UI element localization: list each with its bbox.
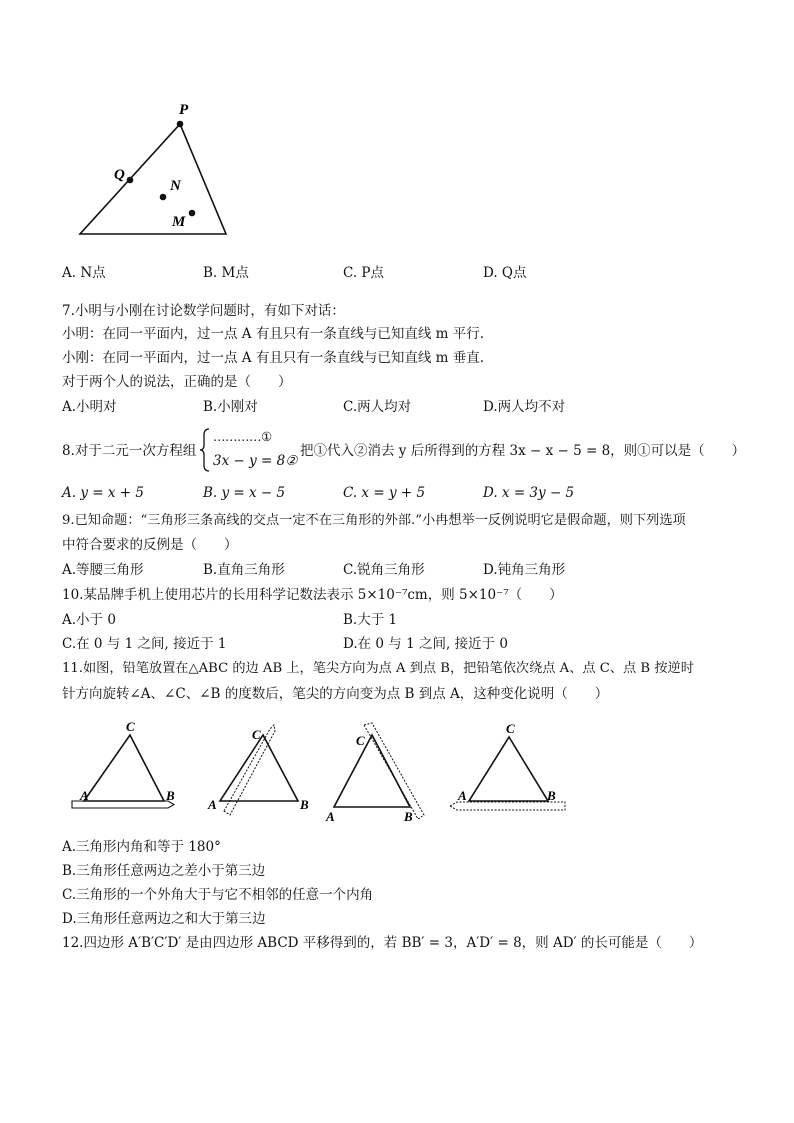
svg-text:A: A bbox=[326, 809, 335, 824]
q6-option-c[interactable]: C. P点 bbox=[343, 265, 385, 281]
q7-option-b[interactable]: B.小刚对 bbox=[203, 399, 258, 415]
q7-option-c[interactable]: C.两人均对 bbox=[343, 399, 412, 415]
q10-option-d[interactable]: D.在 0 与 1 之间, 接近于 0 bbox=[343, 636, 508, 652]
q9-line1: 9.已知命题：“三角形三条高线的交点一定不在三角形的外部.”小冉想举一反例说明它是假命题，则下列选项 bbox=[62, 513, 686, 528]
q8-eq2: 3x − y = 8② bbox=[213, 453, 298, 469]
q9-line2: 中符合要求的反例是（ ） bbox=[62, 537, 238, 553]
label-q: Q bbox=[114, 167, 125, 183]
triangle-shape bbox=[80, 124, 226, 234]
svg-text:A: A bbox=[80, 788, 89, 803]
q8-option-c[interactable]: C. x = y + 5 bbox=[343, 485, 426, 501]
q7-line2: 小刚：在同一平面内，过一点 A 有且只有一条直线与已知直线 m 垂直. bbox=[62, 350, 485, 366]
svg-text:C: C bbox=[252, 727, 261, 742]
q7-option-a[interactable]: A.小明对 bbox=[62, 399, 117, 415]
q11-figure-3 bbox=[325, 723, 424, 824]
svg-text:C: C bbox=[356, 733, 365, 748]
q8-prefix: 8.对于二元一次方程组 bbox=[62, 443, 197, 459]
q7-line1: 小明：在同一平面内，过一点 A 有且只有一条直线与已知直线 m 平行. bbox=[62, 326, 485, 342]
svg-text:A: A bbox=[208, 797, 217, 812]
point-m bbox=[189, 210, 196, 217]
q9-option-c[interactable]: C.锐角三角形 bbox=[343, 562, 425, 578]
svg-text:B: B bbox=[300, 797, 309, 812]
q10-stem: 10.某品牌手机上使用芯片的长用科学记数法表示 5×10⁻⁷cm，则 5×10⁻⁷（ ） bbox=[62, 587, 563, 603]
point-n bbox=[160, 194, 167, 201]
q8-option-b[interactable]: B. y = x − 5 bbox=[203, 485, 286, 501]
q10-option-a[interactable]: A.小于 0 bbox=[62, 612, 116, 628]
q9-option-b[interactable]: B.直角三角形 bbox=[203, 562, 285, 578]
svg-text:C: C bbox=[506, 721, 515, 736]
q11-option-c[interactable]: C.三角形的一个外角大于与它不相邻的任意一个内角 bbox=[62, 887, 374, 903]
q11-line2: 针方向旋转∠A、∠C、∠B 的度数后，笔尖的方向变为点 B 到点 A，这种变化说明（ ） bbox=[62, 686, 609, 702]
q11-pencil-rotation-figures bbox=[60, 715, 580, 830]
q9-option-a[interactable]: A.等腰三角形 bbox=[62, 562, 144, 578]
point-p bbox=[177, 121, 184, 128]
q10-option-b[interactable]: B.大于 1 bbox=[343, 612, 398, 628]
q11-option-b[interactable]: B.三角形任意两边之差小于第三边 bbox=[62, 863, 266, 879]
label-m: M bbox=[172, 214, 186, 230]
q11-option-a[interactable]: A.三角形内角和等于 180° bbox=[62, 839, 221, 855]
q10-option-c[interactable]: C.在 0 与 1 之间, 接近于 1 bbox=[62, 636, 227, 652]
svg-text:B: B bbox=[547, 788, 556, 803]
q6-option-b[interactable]: B. M点 bbox=[203, 265, 249, 281]
point-q bbox=[127, 177, 134, 184]
q7-stem: 7.小明与小刚在讨论数学问题时，有如下对话： bbox=[62, 303, 345, 319]
q12-stem: 12.四边形 A′B′C′D′ 是由四边形 ABCD 平移得到的，若 BB′ = 3，A′D′ = 8，则 AD′ 的长可能是（ ） bbox=[62, 935, 703, 951]
q6-option-d[interactable]: D. Q点 bbox=[483, 265, 527, 281]
q7-line3: 对于两个人的说法，正确的是（ ） bbox=[62, 374, 292, 390]
q11-line1: 11.如图，铅笔放置在△ABC 的边 AB 上，笔尖方向为点 A 到点 B，把铅笔依次绕点 A、点 C、点 B 按逆时 bbox=[62, 661, 694, 676]
q11-figure-1 bbox=[72, 719, 175, 808]
label-p: P bbox=[179, 102, 189, 118]
q11-figure-4 bbox=[450, 721, 565, 810]
q6-triangle-figure bbox=[60, 92, 260, 252]
svg-text:A: A bbox=[458, 788, 467, 803]
svg-text:B: B bbox=[166, 788, 175, 803]
q9-option-d[interactable]: D.钝角三角形 bbox=[483, 562, 566, 578]
q8-brace bbox=[199, 427, 211, 473]
q11-figure-2 bbox=[207, 725, 309, 815]
q8-suffix: 把①代入②消去 y 后所得到的方程 3x − x − 5 = 8，则①可以是（ ） bbox=[300, 443, 746, 459]
svg-text:C: C bbox=[126, 719, 135, 734]
svg-text:B: B bbox=[404, 809, 413, 824]
q7-option-d[interactable]: D.两人均不对 bbox=[483, 399, 566, 415]
q8-eq1: …………① bbox=[213, 429, 272, 444]
q6-option-a[interactable]: A. N点 bbox=[62, 265, 106, 281]
q8-option-d[interactable]: D. x = 3y − 5 bbox=[483, 485, 575, 501]
q11-option-d[interactable]: D.三角形任意两边之和大于第三边 bbox=[62, 911, 266, 927]
label-n: N bbox=[170, 178, 181, 194]
q8-option-a[interactable]: A. y = x + 5 bbox=[62, 485, 144, 501]
